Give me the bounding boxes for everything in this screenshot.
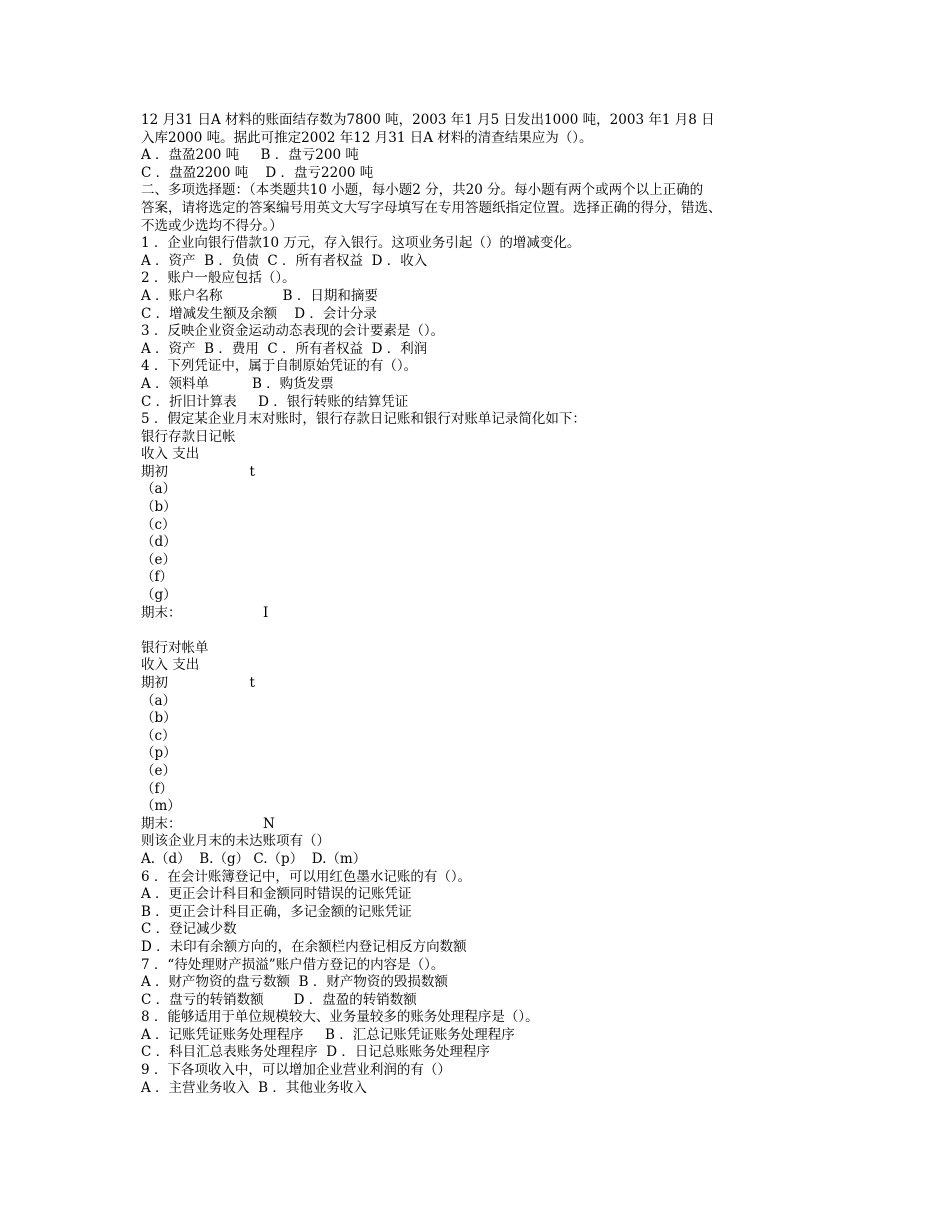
- ledger-entry: （c）: [141, 516, 176, 533]
- ledger-title: 银行对帐单: [141, 639, 209, 656]
- section-heading: 答案，请将选定的答案编号用英文大写字母填写在专用答题纸指定位置。选择正确的得分，错选、: [141, 199, 722, 216]
- ledger-entry: （e）: [141, 762, 176, 779]
- ledger-entry: （b）: [141, 710, 177, 727]
- ledger-entry: （c）: [141, 727, 176, 744]
- ledger-entry: 期末： N: [141, 815, 275, 832]
- ledger-header: 收入 支出: [141, 446, 200, 463]
- answer-option-line: A ．主营业务收入 B ．其他业务收入: [141, 1079, 367, 1096]
- ledger-entry: （g）: [141, 587, 177, 604]
- ledger-entry: （d）: [141, 534, 177, 551]
- question-line: 5 ．假定某企业月末对账时，银行存款日记账和银行对账单记录简化如下：: [141, 411, 586, 428]
- answer-option-line: A ．更正会计科目和金额同时错误的记账凭证: [141, 886, 412, 903]
- ledger-entry: （a）: [141, 481, 177, 498]
- ledger-entry: （b）: [141, 499, 177, 516]
- answer-option-line: C ．科目汇总表账务处理程序 D ．日记总账账务处理程序: [141, 1044, 490, 1061]
- ledger-entry: （m）: [141, 798, 181, 815]
- ledger-entry: 期初 t: [141, 675, 255, 691]
- answer-option-line: C ．盘盈2200 吨 D ．盘亏2200 吨: [141, 164, 374, 181]
- text-line: 入库2000 吨。据此可推定2002 年12 月31 日A 材料的清查结果应为（）。: [141, 129, 593, 146]
- answer-option-line: A ．账户名称 B ．日期和摘要: [141, 287, 378, 304]
- ledger-entry: 期末： I: [141, 604, 269, 621]
- text-line: 12 月31 日A 材料的账面结存数为7800 吨，2003 年1 月5 日发出1000 吨，2003 年1 月8 日: [141, 112, 715, 128]
- ledger-entry: （f）: [141, 569, 173, 586]
- answer-option-line: C ．盘亏的转销数额 D ．盘盈的转销数额: [141, 991, 417, 1008]
- answer-option-line: A ．记账凭证账务处理程序 B ．汇总记账凭证账务处理程序: [141, 1026, 515, 1043]
- ledger-entry: （f）: [141, 780, 173, 797]
- answer-option-line: A ．资产 B ．费用 C ．所有者权益 D ．利润: [141, 340, 428, 357]
- question-line: 9 ．下各项收入中，可以增加企业营业利润的有（）: [141, 1062, 451, 1079]
- question-line: 6 ．在会计账簿登记中，可以用红色墨水记账的有（）。: [141, 868, 472, 885]
- question-line: 8 ．能够适用于单位规模较大、业务量较多的账务处理程序是（）。: [141, 1009, 539, 1026]
- answer-option-line: B ．更正会计科目正确，多记金额的记账凭证: [141, 903, 412, 920]
- ledger-entry: 期初 t: [141, 463, 255, 480]
- section-heading: 不选或少选均不得分。）: [141, 217, 283, 234]
- question-line: 3 ．反映企业资金运动动态表现的会计要素是（）。: [141, 323, 445, 340]
- question-line: 4 ．下列凭证中，属于自制原始凭证的有（）。: [141, 358, 418, 375]
- answer-option-line: A ．财产物资的盘亏数额 B ．财产物资的毁损数额: [141, 974, 448, 991]
- ledger-header: 收入 支出: [141, 657, 200, 674]
- blank-line: [141, 622, 821, 640]
- answer-option-line: A ．领料单 B ．购货发票: [141, 375, 334, 392]
- answer-option-line: A ．盘盈200 吨 B ．盘亏200 吨: [141, 147, 359, 164]
- ledger-title: 银行存款日记帐: [141, 428, 236, 445]
- document-page: [141, 112, 821, 1097]
- question-line: 则该企业月末的未达账项有（）: [141, 833, 330, 850]
- ledger-entry: （p）: [141, 745, 177, 762]
- section-heading: 二、多项选择题：（本类题共10 小题，每小题2 分，共20 分。每小题有两个或两个以上正确的: [141, 182, 704, 199]
- question-line: 1 ．企业向银行借款10 万元，存入银行。这项业务引起（）的增减变化。: [141, 235, 581, 252]
- question-line: 2 ．账户一般应包括（）。: [141, 270, 296, 287]
- ledger-entry: （a）: [141, 692, 177, 709]
- answer-option-line: A.（d） B.（g） C.（p） D.（m）: [141, 850, 367, 867]
- answer-option-line: C ．登记减少数: [141, 921, 237, 938]
- answer-option-line: D ．未印有余额方向的，在余额栏内登记相反方向数额: [141, 938, 467, 955]
- answer-option-line: C ．折旧计算表 D ．银行转账的结算凭证: [141, 393, 409, 410]
- ledger-entry: （e）: [141, 551, 176, 568]
- answer-option-line: C ．增减发生额及余额 D ．会计分录: [141, 305, 377, 322]
- question-line: 7 ．“待处理财产损溢”账户借方登记的内容是（）。: [141, 956, 445, 973]
- answer-option-line: A ．资产 B ．负债 C ．所有者权益 D ．收入: [141, 252, 428, 269]
